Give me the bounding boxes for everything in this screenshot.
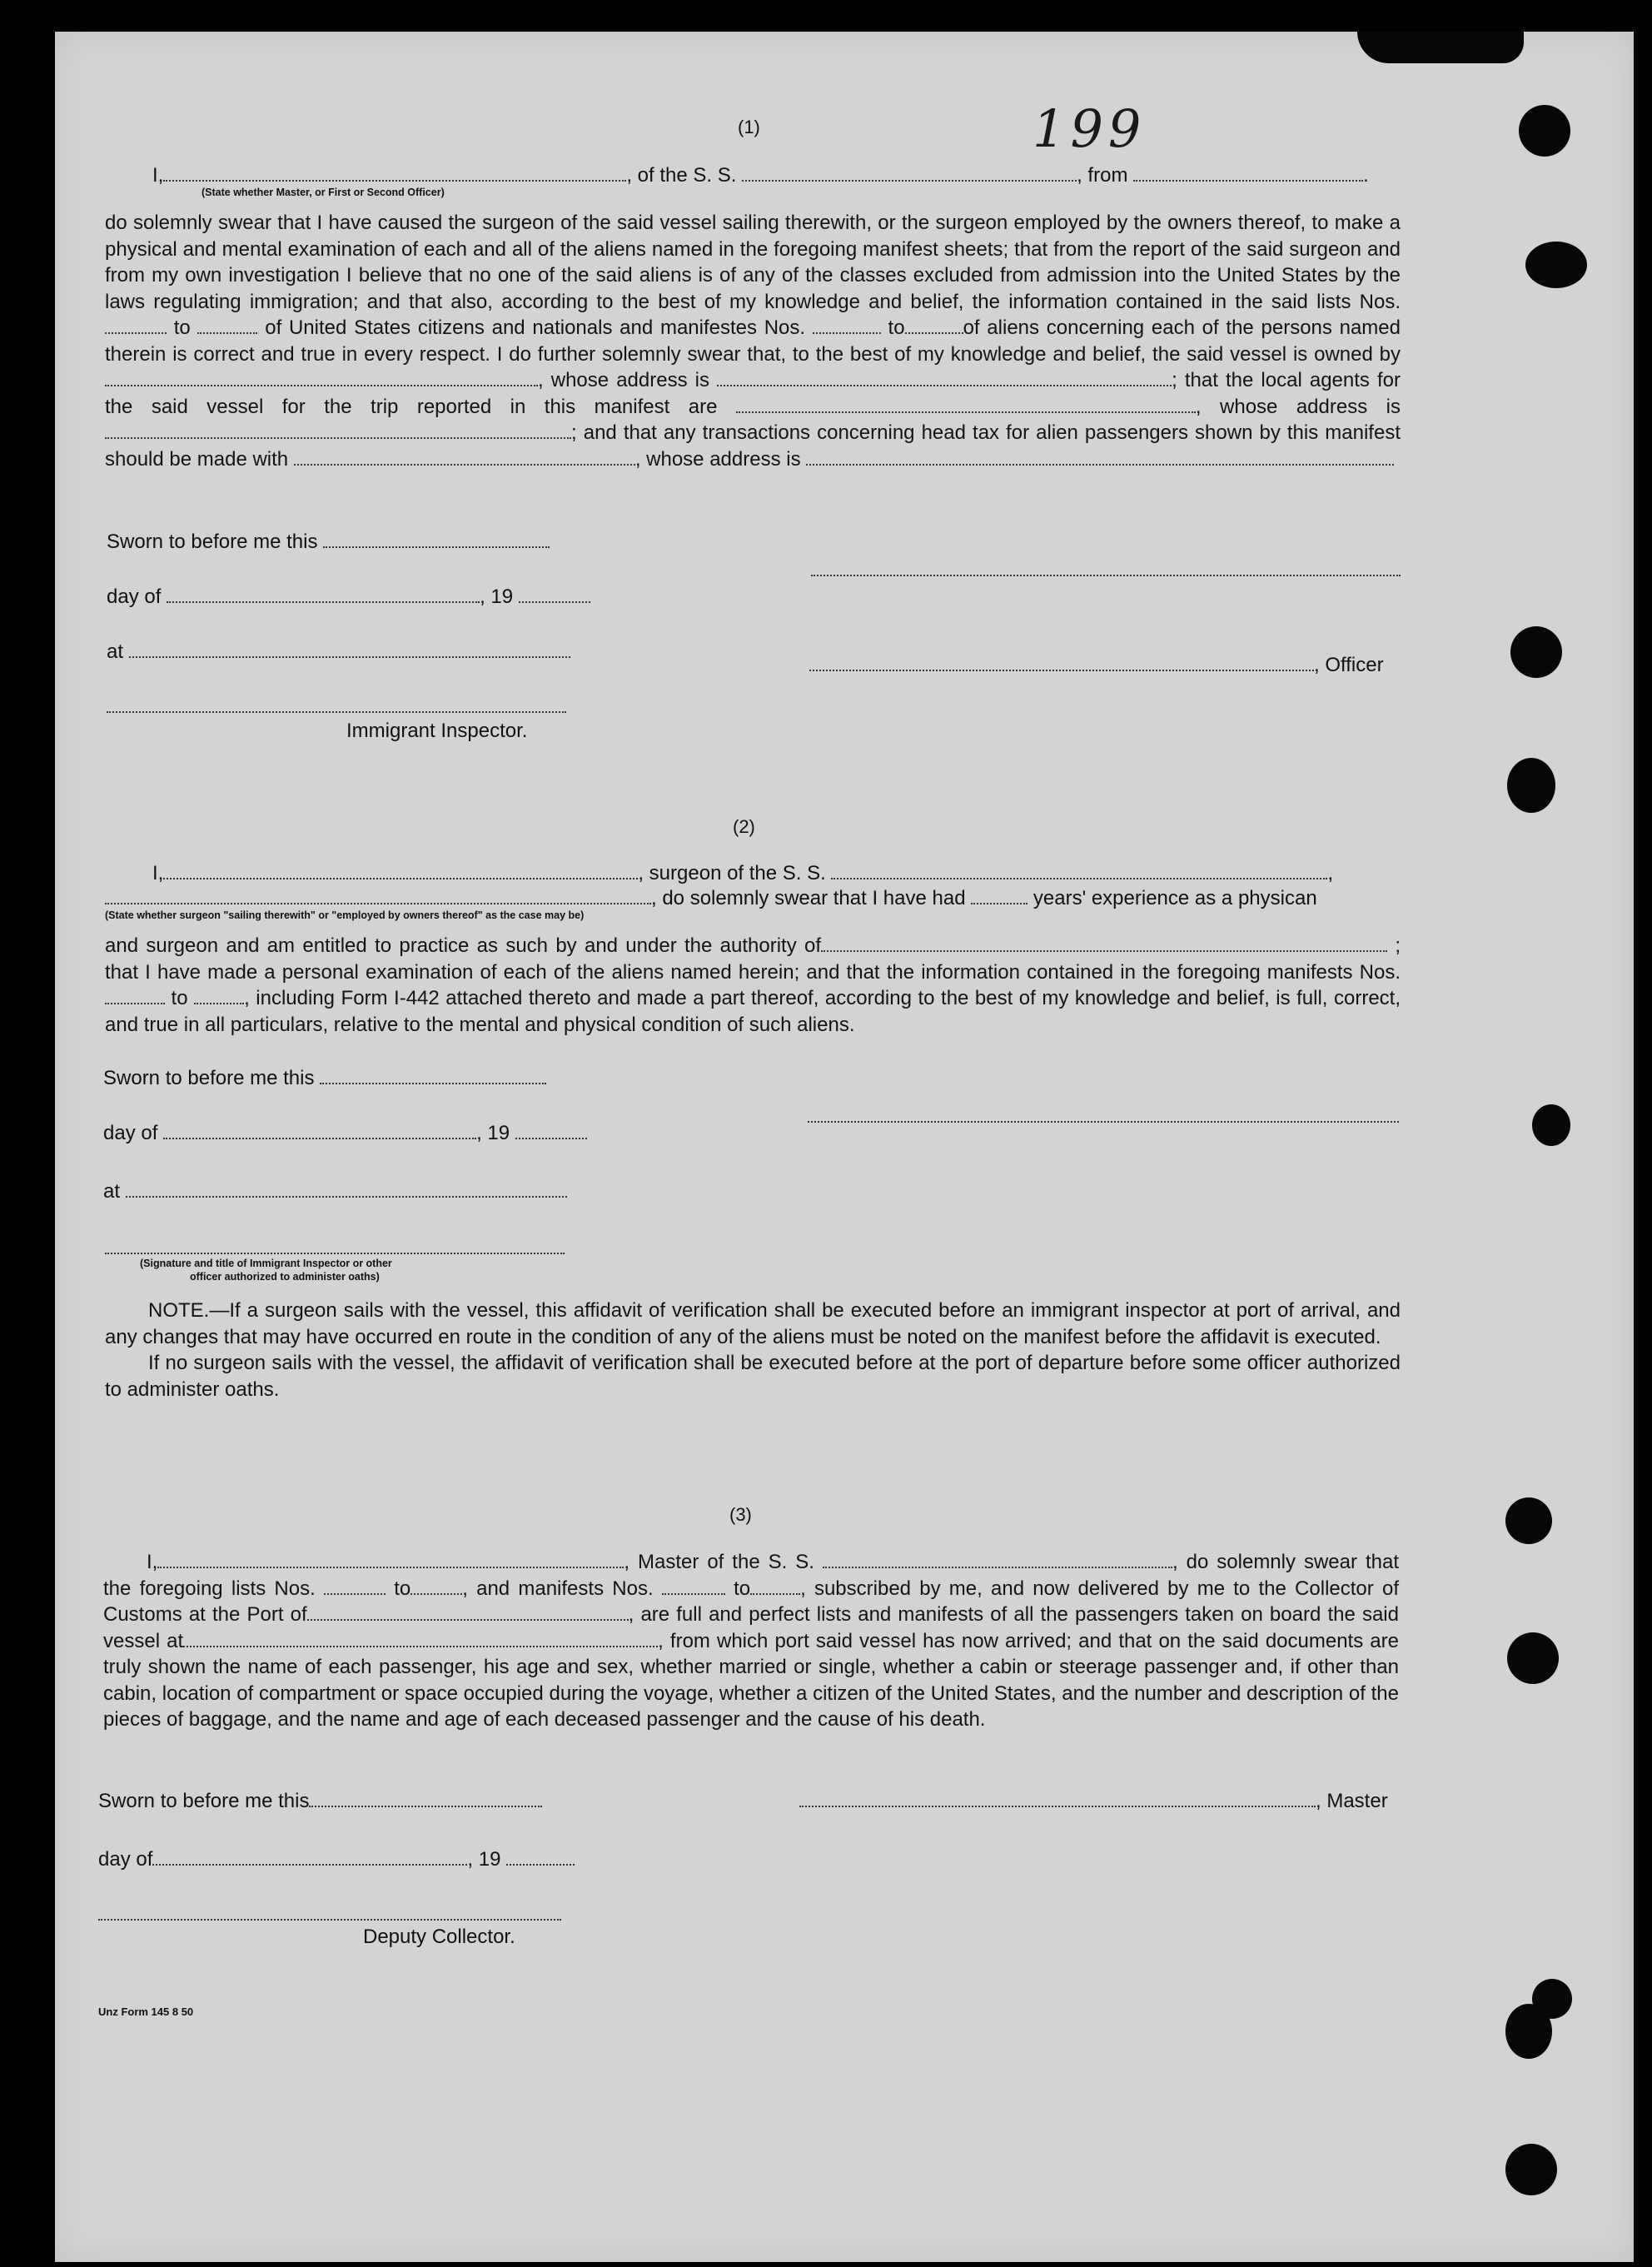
s2-sworn: Sworn to before me this xyxy=(103,1066,546,1090)
s1-day-of: day of , 19 xyxy=(107,585,590,609)
s3-day-of: day of , 19 xyxy=(98,1847,575,1871)
section-1-number: (1) xyxy=(738,117,760,137)
s2-inspector-line xyxy=(105,1253,565,1254)
s2-signature-caption-1: (Signature and title of Immigrant Inspector or other xyxy=(140,1258,392,1269)
punch-hole xyxy=(1507,758,1555,813)
punch-hole xyxy=(1510,626,1562,678)
punch-hole xyxy=(1505,2004,1552,2059)
s2-surgeon-caption: (State whether surgeon "sailing therewith" or "employed by owners thereof" as the case may be) xyxy=(105,909,585,921)
s1-i-label: I, xyxy=(152,164,164,187)
punch-hole xyxy=(1525,242,1587,288)
s1-ss-label: , of the S. S. xyxy=(626,164,737,187)
s1-signature-line xyxy=(811,575,1401,576)
s1-inspector-line xyxy=(107,711,566,713)
torn-corner xyxy=(1357,32,1524,63)
punch-hole xyxy=(1505,1497,1552,1544)
s1-officer: , Officer xyxy=(809,653,1384,677)
s1-oath-paragraph: do solemnly swear that I have caused the surgeon of the said vessel sailing therewith, or the surgeon employed by the owners thereof, to make a physical and mental examination of each and all of the aliens named in the foregoing manifest sheets; that from the report of the said surgeon and from my own investigation I believe that no one of the said aliens is of any of the classes excluded from admission into the United States by the laws regulating immigration; and that also, according to the best of my knowledge and belief, the information contained in the said lists Nos. to of United States citizens and nationals and manifestes Nos. to of aliens concerning each of the persons named therein is correct and true in every respect. I do further solemnly swear that, to the best of my knowledge and belief, the said vessel is owned by , whose address is ; that the local agents for the said vessel for the trip reported in this manifest are , whose address is ; and that any transactions concerning head tax for alien passengers shown by this manifest should be made with , whose address is xyxy=(105,212,1401,471)
s3-master: , Master xyxy=(799,1789,1388,1813)
s1-sworn: Sworn to before me this xyxy=(107,530,550,554)
punch-hole xyxy=(1532,1104,1570,1146)
s2-day-of: day of , 19 xyxy=(103,1121,587,1145)
s2-signature-caption-2: officer authorized to administer oaths) xyxy=(190,1271,380,1283)
punch-hole xyxy=(1505,2144,1557,2195)
s3-deputy: Deputy Collector. xyxy=(363,1926,515,1948)
punch-hole xyxy=(1507,1632,1559,1684)
s1-inspector: Immigrant Inspector. xyxy=(346,720,528,742)
s1-from-label: , from xyxy=(1077,164,1128,187)
form-number: Unz Form 145 8 50 xyxy=(98,2005,194,2018)
handwritten-page-number: 199 xyxy=(1032,98,1147,159)
s2-note-2: If no surgeon sails with the vessel, the affidavit of verification shall be executed before at the port of departure before some officer authorized to administer oaths. xyxy=(105,1352,1401,1401)
punch-hole xyxy=(1519,105,1570,157)
section-2-number: (2) xyxy=(733,816,755,837)
s1-officer-caption: (State whether Master, or First or Second Officer) xyxy=(202,187,445,198)
s2-at: at xyxy=(103,1179,567,1203)
s3-oath-paragraph: I, , Master of the S. S. , do solemnly swear that the foregoing lists Nos. to , and manifests Nos. to , subscribed by me, and now delivered by me to the Collector of Customs at the Port of , are full and perfect lists and manifests of all the passengers taken on board the said vessel at , from which port said vessel has now arrived; and that on the said documents are truly shown the name of each passenger, his age and sex, whether married or single, whether a cabin or steerage passenger and, if other than cabin, location of compartment or space occupied during the voyage, whether a citizen of the United States, and the number and description of the pieces of baggage, and the name and age of each deceased passenger and the cause of his death. xyxy=(103,1551,1399,1731)
s3-collector-line xyxy=(98,1919,561,1921)
s1-at: at xyxy=(107,640,570,664)
s2-oath-paragraph: and surgeon and am entitled to practice as such by and under the authority of ; that I have made a personal examination of each of the aliens named herein; and that the information contained in the foregoing manifests Nos. to , including Form I-442 attached thereto and made a part thereof, according to the best of my knowledge and belief, is full, correct, and true in all particulars, relative to the mental and physical condition of such aliens. xyxy=(105,934,1401,1036)
s3-sworn: Sworn to before me this xyxy=(98,1789,542,1813)
s2-signature-line xyxy=(808,1121,1399,1123)
section-3-number: (3) xyxy=(729,1504,752,1525)
s2-note-1: NOTE.—If a surgeon sails with the vessel, this affidavit of verification shall be executed before an immigrant inspector at port of arrival, and any changes that may have occurred en route in the condition of any of the aliens must be noted on the manifest before the affidavit is executed. xyxy=(105,1299,1401,1348)
